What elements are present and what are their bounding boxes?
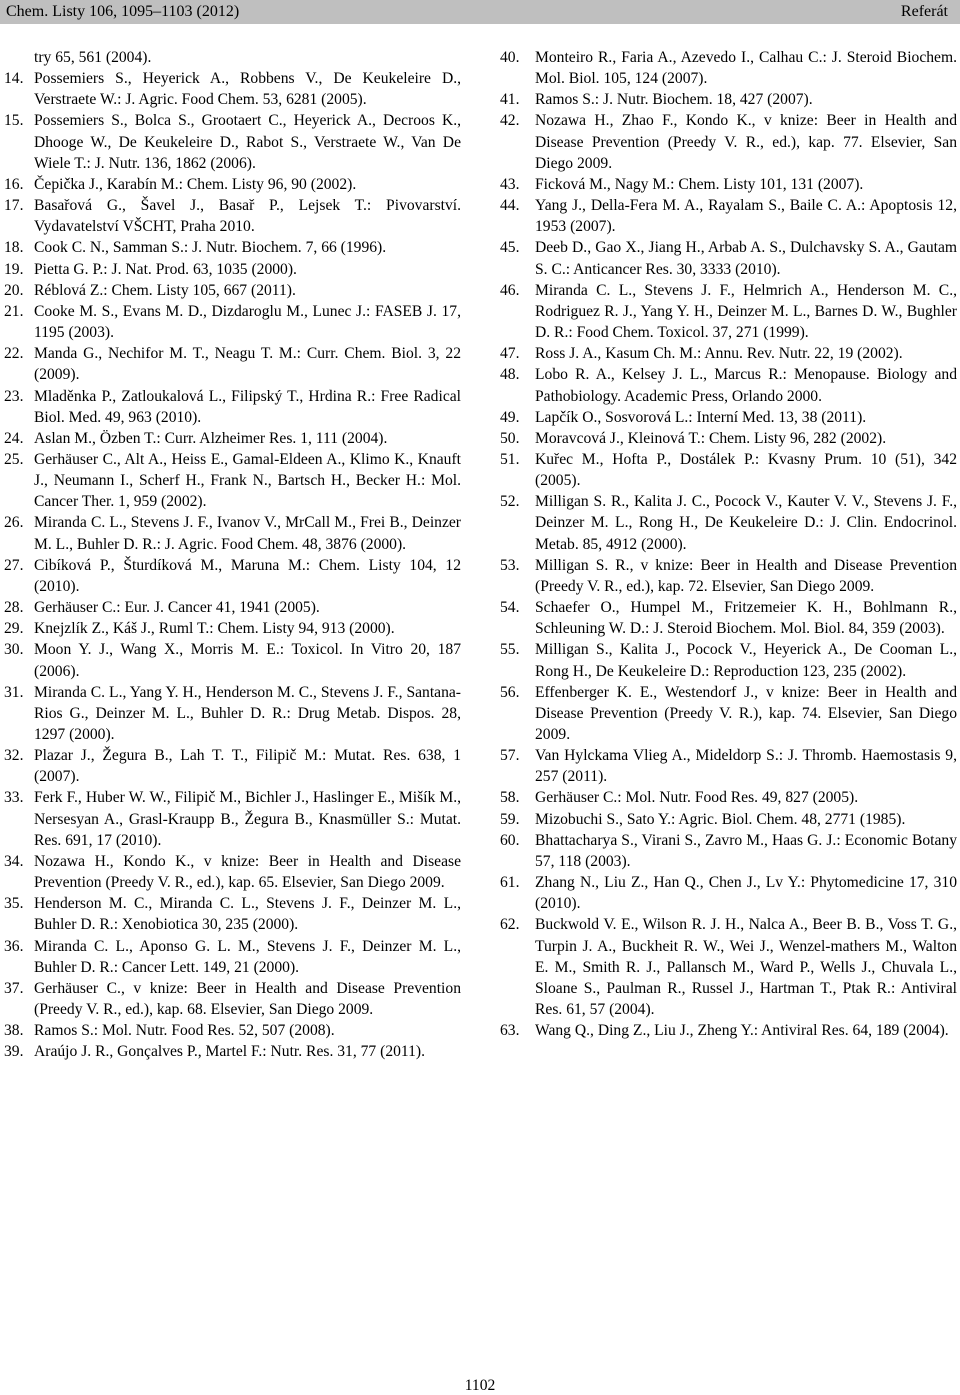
reference-item [500, 47, 957, 89]
reference-number: 19. [4, 260, 24, 278]
reference-text: Gerhäuser C.: Mol. Nutr. Food Res. 49, 827 (2005). [535, 789, 859, 807]
reference-number: 46. [500, 281, 520, 299]
reference-number: 50. [500, 429, 520, 447]
reference-item [500, 809, 957, 830]
reference-item [500, 1020, 957, 1041]
reference-number: 33. [4, 789, 24, 807]
reference-item [500, 343, 957, 364]
reference-text: Cook C. N., Samman S.: J. Nutr. Biochem. 7, 66 (1996). [34, 239, 387, 257]
reference-text: Miranda C. L., Stevens J. F., Helmrich A., Henderson M. C., Rodriguez R. J., Yang Y. H., Deinzer M. L., Barnes D. W., Bughler D. R.: Food Chem. Toxicol. 37, 271 (1999). [535, 281, 957, 342]
reference-number: 15. [4, 112, 24, 130]
reference-number: 31. [4, 683, 24, 701]
reference-item [500, 491, 957, 554]
reference-text: Ramos S.: Mol. Nutr. Food Res. 52, 507 (2008). [34, 1022, 335, 1040]
reference-number: 25. [4, 450, 24, 468]
reference-item [4, 301, 461, 343]
reference-number: 32. [4, 747, 24, 765]
reference-item [500, 745, 957, 787]
reference-item [500, 407, 957, 428]
reference-text: Réblová Z.: Chem. Listy 105, 667 (2011). [34, 281, 296, 299]
reference-number: 49. [500, 408, 520, 426]
reference-text: Ferk F., Huber W. W., Filipič M., Bichler J., Haslinger E., Mišík M., Nersesyan A., Grasl-Kraupp B., Žegura B., Knasmüller S.: Mutat. Res. 691, 17 (2010). [34, 789, 461, 849]
reference-item [500, 914, 957, 1020]
reference-number: 22. [4, 345, 24, 363]
reference-item [4, 787, 461, 850]
reference-text: Milligan S. R., Kalita J. C., Pocock V., Kauter V. V., Stevens J. F., Deinzer M. L., Rong H., De Keukeleire D.: J. Clin. Endocrinol. Metab. 85, 4912 (2000). [535, 493, 957, 553]
reference-item [4, 1020, 461, 1041]
reference-text: Milligan S., Kalita J., Pocock V., Heyerick A., De Cooman L., Rong H., De Keukeleire D.: Reproduction 123, 235 (2002). [535, 641, 957, 680]
reference-item [500, 830, 957, 872]
reference-text: Nozawa H., Kondo K., v knize: Beer in Health and Disease Prevention (Preedy V. R., ed.), kap. 65. Elsevier, San Diego 2009. [34, 852, 461, 892]
reference-text: Mizobuchi S., Sato Y.: Agric. Biol. Chem. 48, 2771 (1985). [535, 810, 906, 828]
reference-item [500, 682, 957, 745]
reference-text: Milligan S. R., v knize: Beer in Health and Disease Prevention (Preedy V. R., ed.), kap. 72. Elsevier, San Diego 2009. [535, 556, 957, 595]
reference-number: 60. [500, 831, 520, 849]
reference-text: Nozawa H., Zhao F., Kondo K., v knize: Beer in Health and Disease Prevention (Preedy V. R., ed.), kap. 77. Elsevier, San Diego 2009. [535, 112, 957, 172]
reference-number: 42. [500, 112, 520, 130]
reference-number: 48. [500, 366, 520, 384]
reference-item [4, 68, 461, 110]
reference-text: Ficková M., Nagy M.: Chem. Listy 101, 131 (2007). [535, 175, 864, 193]
running-header [0, 0, 960, 24]
reference-item [4, 936, 461, 978]
reference-number: 38. [4, 1022, 24, 1040]
reference-text: Monteiro R., Faria A., Azevedo I., Calhau C.: J. Steroid Biochem. Mol. Biol. 105, 124 (2007). [535, 49, 957, 88]
reference-text: Moon Y. J., Wang X., Morris M. E.: Toxicol. In Vitro 20, 187 (2006). [34, 641, 461, 680]
reference-number: 20. [4, 281, 24, 299]
reference-text: Miranda C. L., Yang Y. H., Henderson M. C., Stevens J. F., Santana-Rios G., Deinzer M. L., Buhler D. R.: Drug Metab. Dispos. 28, 1297 (2000). [34, 683, 461, 743]
reference-number: 37. [4, 979, 24, 997]
reference-text: Gerhäuser C.: Eur. J. Cancer 41, 1941 (2005). [34, 599, 320, 617]
reference-number: 45. [500, 239, 520, 257]
reference-text: Lapčík O., Sosvorová L.: Interní Med. 13, 38 (2011). [535, 408, 867, 426]
reference-text: Yang J., Della-Fera M. A., Rayalam S., Baile C. A.: Apoptosis 12, 1953 (2007). [535, 197, 957, 236]
reference-number: 27. [4, 556, 24, 574]
reference-item [4, 1041, 461, 1062]
reference-text: Henderson M. C., Miranda C. L., Stevens J. F., Deinzer M. L., Buhler D. R.: Xenobiotica 30, 235 (2000). [34, 895, 461, 934]
reference-item [500, 787, 957, 808]
journal-citation: Chem. Listy 106, 1095–1103 (2012) [6, 3, 240, 20]
reference-item [4, 639, 461, 681]
reference-number: 44. [500, 197, 520, 215]
reference-text: Buckwold V. E., Wilson R. J. H., Nalca A., Beer B. B., Voss T. G., Turpin J. A., Buckheit R. W., Wei J., Wenzel-mathers M., Walton E. M., Smith R. J., Pallansch M., Ward P., Wells J., Chuvala L., Sloane S., Paulman R., Russel J., Hartman T., Ptak R.: Antiviral Res. 61, 57 (2004). [535, 916, 957, 1019]
reference-number: 59. [500, 810, 520, 828]
reference-number: 30. [4, 641, 24, 659]
reference-number: 55. [500, 641, 520, 659]
reference-item [500, 639, 957, 681]
reference-item [4, 555, 461, 597]
reference-item [500, 555, 957, 597]
reference-item [500, 110, 957, 173]
reference-text: Zhang N., Liu Z., Han Q., Chen J., Lv Y.: Phytomedicine 17, 310 (2010). [535, 874, 957, 913]
reference-number: 57. [500, 747, 520, 765]
reference-number: 26. [4, 514, 24, 532]
reference-number: 56. [500, 683, 520, 701]
reference-text: Kuřec M., Hofta P., Dostálek P.: Kvasny Prum. 10 (51), 342 (2005). [535, 450, 957, 490]
reference-text: Pietta G. P.: J. Nat. Prod. 63, 1035 (2000). [34, 260, 297, 278]
reference-number: 53. [500, 556, 520, 574]
reference-text: try 65, 561 (2004). [34, 49, 152, 66]
reference-number: 47. [500, 345, 520, 363]
reference-text: Plazar J., Žegura B., Lah T. T., Filipič M.: Mutat. Res. 638, 1 (2007). [34, 747, 461, 786]
reference-number: 43. [500, 175, 520, 193]
reference-item [4, 618, 461, 639]
reference-text: Miranda C. L., Stevens J. F., Ivanov V., MrCall M., Frei B., Deinzer M. L., Buhler D. R.: J. Agric. Food Chem. 48, 3876 (2000). [34, 514, 461, 553]
reference-item [500, 449, 957, 491]
reference-text: Possemiers S., Bolca S., Grootaert C., Heyerick A., Decroos K., Dhooge W., De Keukeleire D., Rabot S., Verstraete W., Van De Wiele T.: J. Nutr. 136, 1862 (2006). [34, 112, 461, 172]
reference-number: 17. [4, 197, 24, 215]
reference-number: 23. [4, 387, 24, 405]
reference-number: 58. [500, 789, 520, 807]
reference-item [500, 597, 957, 639]
reference-text: Basařová G., Šavel J., Basař P., Lejsek T.: Pivovarství. Vydavatelství VŠCHT, Praha 2010. [34, 197, 461, 236]
reference-text: Knejzlík Z., Káš J., Ruml T.: Chem. Listy 94, 913 (2000). [34, 620, 395, 638]
reference-item [4, 512, 461, 554]
reference-number: 14. [4, 70, 24, 88]
reference-number: 63. [500, 1022, 520, 1040]
reference-number: 28. [4, 599, 24, 617]
reference-text: Araújo J. R., Gonçalves P., Martel F.: Nutr. Res. 31, 77 (2011). [34, 1043, 426, 1061]
reference-number: 41. [500, 91, 520, 109]
reference-number: 39. [4, 1043, 24, 1061]
reference-item [4, 237, 461, 258]
reference-text: Bhattacharya S., Virani S., Zavro M., Haas G. J.: Economic Botany 57, 118 (2003). [535, 831, 957, 870]
reference-item [500, 174, 957, 195]
reference-text: Possemiers S., Heyerick A., Robbens V., De Keukeleire D., Verstraete W.: J. Agric. Food Chem. 53, 6281 (2005). [34, 70, 461, 109]
reference-text: Manda G., Nechifor M. T., Neagu T. M.: Curr. Chem. Biol. 3, 22 (2009). [34, 345, 461, 384]
section-label: Referát [900, 3, 948, 20]
reference-item [4, 110, 461, 173]
reference-item [500, 195, 957, 237]
reference-number: 54. [500, 599, 520, 617]
reference-text: Effenberger K. E., Westendorf J., v knize: Beer in Health and Disease Prevention (Preedy V. R.), kap. 74. Elsevier, San Diego 2009. [535, 683, 957, 743]
reference-item [500, 428, 957, 449]
reference-text: Aslan M., Özben T.: Curr. Alzheimer Res. 1, 111 (2004). [34, 429, 388, 447]
reference-text: Cibíková P., Šturdíková M., Maruna M.: Chem. Listy 104, 12 (2010). [34, 556, 461, 595]
reference-item [4, 978, 461, 1020]
reference-item [4, 449, 461, 512]
reference-text: Čepička J., Karabín M.: Chem. Listy 96, 90 (2002). [34, 175, 357, 193]
reference-number: 21. [4, 302, 24, 320]
reference-number: 34. [4, 852, 24, 870]
reference-number: 24. [4, 429, 24, 447]
reference-number: 62. [500, 916, 520, 934]
reference-text: Ross J. A., Kasum Ch. M.: Annu. Rev. Nutr. 22, 19 (2002). [535, 345, 903, 363]
reference-number: 35. [4, 895, 24, 913]
reference-item [500, 89, 957, 110]
reference-text: Moravcová J., Kleinová T.: Chem. Listy 96, 282 (2002). [535, 429, 887, 447]
reference-item [4, 682, 461, 745]
reference-item [4, 280, 461, 301]
reference-text: Schaefer O., Humpel M., Fritzemeier K. H., Bohlmann R., Schleuning W. D.: J. Steroid Biochem. Mol. Biol. 84, 359 (2003). [535, 599, 957, 638]
reference-item [4, 745, 461, 787]
reference-item [500, 872, 957, 914]
reference-item [4, 343, 461, 385]
reference-number: 51. [500, 450, 520, 468]
reference-item [4, 259, 461, 280]
reference-number: 36. [4, 937, 24, 955]
reference-number: 40. [500, 49, 520, 66]
reference-number: 29. [4, 620, 24, 638]
reference-number: 52. [500, 493, 520, 511]
reference-number: 18. [4, 239, 24, 257]
reference-text: Wang Q., Ding Z., Liu J., Zheng Y.: Antiviral Res. 64, 189 (2004). [535, 1022, 949, 1040]
reference-text: Cooke M. S., Evans M. D., Dizdaroglu M., Lunec J.: FASEB J. 17, 1195 (2003). [34, 302, 461, 342]
reference-text: Deeb D., Gao X., Jiang H., Arbab A. S., Dulchavsky S. A., Gautam S. C.: Anticancer Res. 30, 3333 (2010). [535, 239, 957, 278]
reference-item [4, 597, 461, 618]
reference-item [4, 893, 461, 935]
reference-text: Ramos S.: J. Nutr. Biochem. 18, 427 (2007). [535, 91, 813, 109]
reference-text: Mladěnka P., Zatloukalová L., Filipský T., Hrdina R.: Free Radical Biol. Med. 49, 963 (2010). [34, 387, 461, 426]
reference-item [4, 195, 461, 237]
reference-number: 16. [4, 175, 24, 193]
reference-item [4, 174, 461, 195]
reference-item [4, 428, 461, 449]
reference-text: Gerhäuser C., v knize: Beer in Health and Disease Prevention (Preedy V. R., ed.), kap. 68. Elsevier, San Diego 2009. [34, 979, 461, 1019]
reference-text: Gerhäuser C., Alt A., Heiss E., Gamal-Eldeen A., Klimo K., Knauft J., Neumann I., Scherf H., Frank N., Bartsch H., Becker H.: Mol. Cancer Ther. 1, 959 (2002). [34, 450, 461, 511]
reference-item [4, 386, 461, 428]
reference-item [500, 237, 957, 279]
reference-item [500, 280, 957, 343]
reference-list-right-column [500, 47, 957, 1041]
reference-number: 61. [500, 874, 520, 892]
reference-item [4, 851, 461, 893]
reference-text: Lobo R. A., Kelsey J. L., Marcus R.: Menopause. Biology and Pathobiology. Academic Press, Orlando 2000. [535, 366, 957, 405]
reference-text: Van Hylckama Vlieg A., Mideldorp S.: J. Thromb. Haemostasis 9, 257 (2011). [535, 747, 957, 786]
reference-list-left-column [4, 47, 461, 1063]
reference-item [4, 47, 461, 68]
reference-text: Miranda C. L., Aponso G. L. M., Stevens J. F., Deinzer M. L., Buhler D. R.: Cancer Lett. 149, 21 (2000). [34, 937, 461, 976]
page-number: 1102 [464, 1377, 496, 1394]
reference-item [500, 364, 957, 406]
